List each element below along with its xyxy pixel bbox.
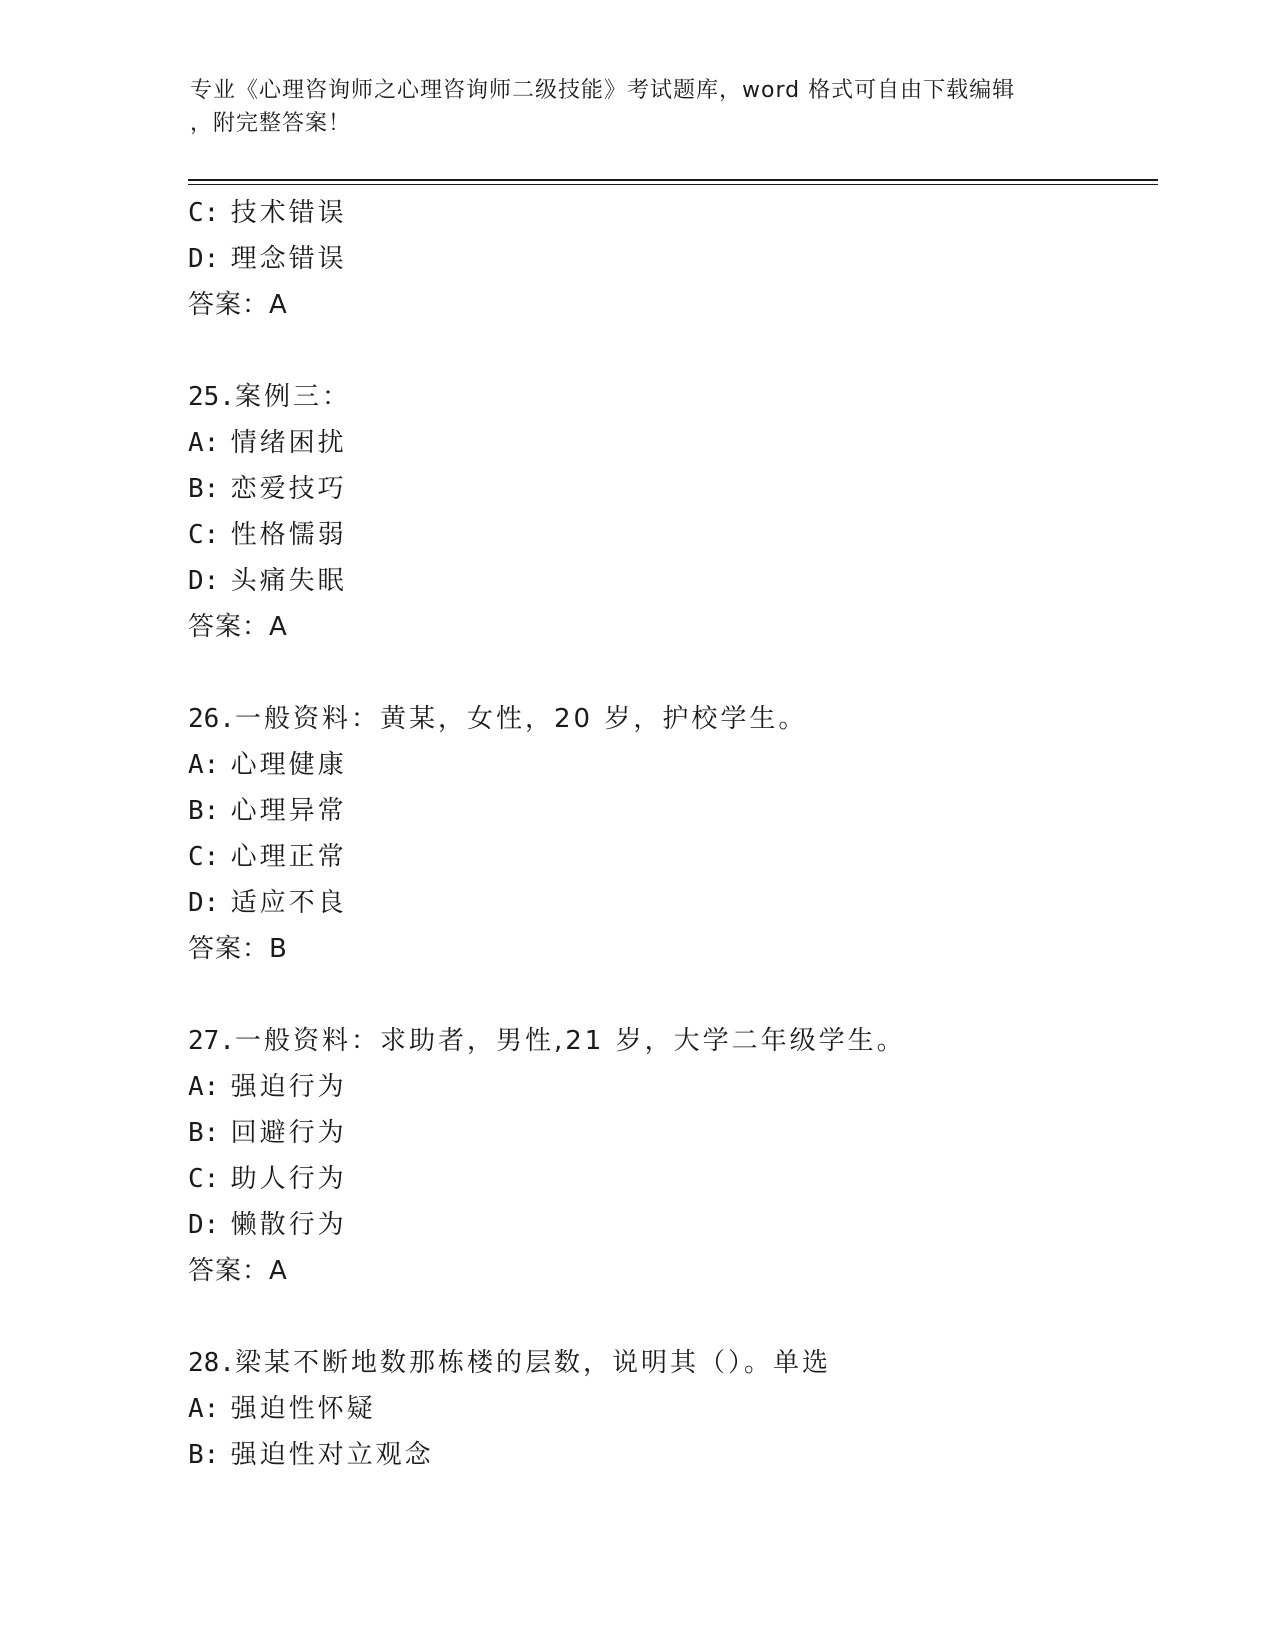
option-text: 情绪困扰 (230, 428, 347, 458)
option-key: C: (188, 520, 220, 550)
option-key: C: (188, 1164, 220, 1194)
option-d (188, 558, 1148, 604)
option-text: 适应不良 (230, 888, 347, 918)
spacer (188, 650, 1148, 696)
header-line-1: 专业《心理咨询师之心理咨询师二级技能》考试题库，word 格式可自由下载编辑 (190, 78, 1016, 103)
option-b (188, 1110, 1148, 1156)
header-divider-thick (188, 179, 1158, 181)
answer-line: 答案：A (188, 1256, 288, 1286)
option-a (188, 1064, 1148, 1110)
answer-line: 答案：A (188, 290, 288, 320)
option-key: A: (188, 1072, 220, 1102)
option-key: D: (188, 566, 220, 596)
question-text: 一般资料：求助者，男性,21 岁，大学二年级学生。 (234, 1026, 906, 1056)
option-key: C: (188, 198, 220, 228)
option-d (188, 1202, 1148, 1248)
question-number: 27. (188, 1026, 235, 1056)
option-text: 心理健康 (230, 750, 347, 780)
option-text: 心理异常 (230, 796, 347, 826)
option-c (188, 834, 1148, 880)
option-c (188, 1156, 1148, 1202)
header-line-2: ，附完整答案！ (190, 111, 352, 136)
option-key: A: (188, 1394, 220, 1424)
question-27 (188, 1018, 1148, 1064)
spacer (188, 1294, 1148, 1340)
option-d (188, 236, 1148, 282)
spacer (188, 328, 1148, 374)
question-26 (188, 696, 1148, 742)
option-d (188, 880, 1148, 926)
option-c (188, 512, 1148, 558)
option-text: 头痛失眠 (230, 566, 347, 596)
option-b (188, 788, 1148, 834)
option-b (188, 1432, 1148, 1478)
option-text: 理念错误 (230, 244, 347, 274)
option-text: 强迫行为 (230, 1072, 347, 1102)
option-text: 性格懦弱 (230, 520, 347, 550)
question-text: 案例三： (234, 382, 351, 412)
option-key: D: (188, 1210, 220, 1240)
question-text: 梁某不断地数那栋楼的层数，说明其（）。单选 (234, 1348, 831, 1378)
answer-line: 答案：B (188, 934, 288, 964)
question-number: 26. (188, 704, 235, 734)
question-28 (188, 1340, 1148, 1386)
option-key: D: (188, 244, 220, 274)
question-list (188, 190, 1148, 1478)
option-key: A: (188, 428, 220, 458)
option-key: B: (188, 796, 220, 826)
question-number: 25. (188, 382, 235, 412)
question-number: 28. (188, 1348, 235, 1378)
document-header (190, 74, 1090, 140)
option-text: 心理正常 (230, 842, 347, 872)
question-25 (188, 374, 1148, 420)
header-divider-thin (188, 184, 1158, 185)
option-key: A: (188, 750, 220, 780)
option-a (188, 742, 1148, 788)
option-key: C: (188, 842, 220, 872)
option-key: B: (188, 474, 220, 504)
option-text: 技术错误 (230, 198, 347, 228)
option-text: 强迫性怀疑 (230, 1394, 376, 1424)
option-text: 回避行为 (230, 1118, 347, 1148)
option-b (188, 466, 1148, 512)
option-a (188, 1386, 1148, 1432)
option-c (188, 190, 1148, 236)
option-key: B: (188, 1440, 220, 1470)
spacer (188, 972, 1148, 1018)
answer-line: 答案：A (188, 612, 288, 642)
option-text: 强迫性对立观念 (230, 1440, 434, 1470)
option-key: D: (188, 888, 220, 918)
option-text: 恋爱技巧 (230, 474, 347, 504)
option-text: 懒散行为 (230, 1210, 347, 1240)
option-key: B: (188, 1118, 220, 1148)
option-a (188, 420, 1148, 466)
option-text: 助人行为 (230, 1164, 347, 1194)
question-text: 一般资料：黄某，女性，20 岁，护校学生。 (234, 704, 808, 734)
